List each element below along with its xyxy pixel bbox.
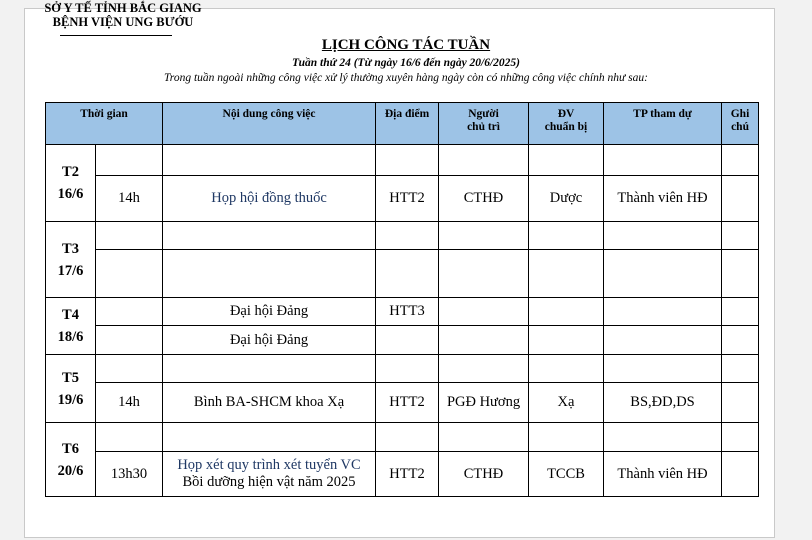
- day-cell: [46, 298, 96, 355]
- time-cell: 13h30: [96, 452, 163, 497]
- organization-header: [30, 1, 216, 29]
- notes-cell: [722, 222, 759, 250]
- content-line: Họp xét quy trình xét tuyển VC: [177, 457, 361, 473]
- chair-cell: [439, 423, 529, 452]
- location-cell: [376, 222, 439, 250]
- attendees-cell: BS,ĐD,DS: [604, 383, 722, 423]
- day-label: T2: [62, 164, 79, 180]
- table-row: [46, 383, 759, 423]
- attendees-cell: [604, 250, 722, 298]
- chair-cell: CTHĐ: [439, 452, 529, 497]
- header-notes-line1: Ghi: [730, 108, 750, 120]
- location-cell: HTT2: [376, 176, 439, 222]
- table-row: [46, 145, 759, 176]
- table-row: [46, 423, 759, 452]
- location-cell: [376, 355, 439, 383]
- header-time: Thời gian: [46, 103, 163, 145]
- day-label: T6: [62, 440, 79, 457]
- content-cell: Đại hội Đảng: [163, 326, 376, 355]
- notes-cell: [722, 326, 759, 355]
- location-cell: HTT2: [376, 383, 439, 423]
- page-title: LỊCH CÔNG TÁC TUẦN: [321, 37, 491, 53]
- attendees-cell: [604, 222, 722, 250]
- header-prep-unit: [529, 103, 604, 145]
- day-date: 18/6: [57, 329, 84, 345]
- day-cell: [46, 355, 96, 423]
- intro-note: Trong tuần ngoài những công việc xử lý thường xuyên hàng ngày còn có những công việc chính như sau:: [164, 72, 648, 84]
- time-cell: [96, 250, 163, 298]
- header-location: Địa điểm: [376, 103, 439, 145]
- content-cell: [163, 250, 376, 298]
- prep-cell: Xạ: [529, 383, 604, 423]
- day-cell: [46, 222, 96, 298]
- attendees-cell: [604, 355, 722, 383]
- attendees-cell: [604, 326, 722, 355]
- attendees-cell: Thành viên HĐ: [604, 452, 722, 497]
- day-label: T3: [62, 240, 79, 257]
- prep-cell: [529, 298, 604, 326]
- header-prep-line1: ĐV: [557, 108, 575, 120]
- org-department: SỞ Y TẾ TỈNH BẮC GIANG: [44, 1, 202, 15]
- attendees-cell: [604, 423, 722, 452]
- chair-cell: [439, 145, 529, 176]
- location-cell: [376, 145, 439, 176]
- prep-cell: [529, 355, 604, 383]
- notes-cell: [722, 298, 759, 326]
- prep-cell: [529, 326, 604, 355]
- table-row: [46, 326, 759, 355]
- chair-cell: CTHĐ: [439, 176, 529, 222]
- prep-cell: [529, 222, 604, 250]
- prep-cell: Dược: [529, 176, 604, 222]
- prep-cell: [529, 145, 604, 176]
- table-row: [46, 176, 759, 222]
- content-line: Bồi dưỡng hiện vật năm 2025: [182, 474, 356, 490]
- time-cell: [96, 145, 163, 176]
- day-label: T4: [62, 307, 79, 323]
- prep-cell: [529, 423, 604, 452]
- chair-cell: [439, 298, 529, 326]
- location-cell: HTT2: [376, 452, 439, 497]
- header-chair: [439, 103, 529, 145]
- notes-cell: [722, 423, 759, 452]
- table-row: [46, 222, 759, 250]
- time-cell: 14h: [96, 383, 163, 423]
- table-row: [46, 355, 759, 383]
- header-content: Nội dung công việc: [163, 103, 376, 145]
- notes-cell: [722, 176, 759, 222]
- notes-cell: [722, 383, 759, 423]
- header-attendees: TP tham dự: [604, 103, 722, 145]
- time-cell: [96, 326, 163, 355]
- day-cell: [46, 423, 96, 497]
- content-cell: Họp hội đồng thuốc: [163, 176, 376, 222]
- day-date: 19/6: [57, 391, 84, 408]
- header-prep-line2: chuẩn bị: [544, 121, 588, 133]
- prep-cell: [529, 250, 604, 298]
- content-cell: [163, 423, 376, 452]
- notes-cell: [722, 452, 759, 497]
- header-notes-line2: chú: [731, 121, 749, 133]
- schedule-table: [45, 102, 759, 497]
- table-row: [46, 452, 759, 497]
- day-date: 16/6: [57, 186, 84, 202]
- location-cell: [376, 250, 439, 298]
- content-cell: [163, 452, 376, 497]
- notes-cell: [722, 355, 759, 383]
- content-cell: Đại hội Đảng: [163, 298, 376, 326]
- content-cell: Bình BA-SHCM khoa Xạ: [163, 383, 376, 423]
- chair-cell: PGĐ Hương: [439, 383, 529, 423]
- org-underline: [60, 35, 172, 36]
- chair-cell: [439, 250, 529, 298]
- time-cell: [96, 355, 163, 383]
- notes-cell: [722, 250, 759, 298]
- header-chair-line1: Người: [468, 108, 499, 120]
- time-cell: [96, 222, 163, 250]
- prep-cell: TCCB: [529, 452, 604, 497]
- table-row: [46, 250, 759, 298]
- location-cell: [376, 423, 439, 452]
- time-cell: [96, 423, 163, 452]
- notes-cell: [722, 145, 759, 176]
- attendees-cell: [604, 298, 722, 326]
- day-cell: [46, 145, 96, 222]
- header-chair-line2: chủ trì: [467, 121, 500, 133]
- chair-cell: [439, 222, 529, 250]
- org-hospital: BỆNH VIỆN UNG BƯỚU: [52, 15, 194, 29]
- location-cell: [376, 326, 439, 355]
- attendees-cell: Thành viên HĐ: [604, 176, 722, 222]
- time-cell: [96, 298, 163, 326]
- week-range: Tuần thứ 24 (Từ ngày 16/6 đến ngày 20/6/2025): [291, 57, 521, 69]
- attendees-cell: [604, 145, 722, 176]
- content-cell: [163, 145, 376, 176]
- day-date: 20/6: [57, 462, 84, 479]
- time-cell: 14h: [96, 176, 163, 222]
- chair-cell: [439, 355, 529, 383]
- day-label: T5: [62, 369, 79, 386]
- table-header-row: [46, 103, 759, 145]
- chair-cell: [439, 326, 529, 355]
- table-row: [46, 298, 759, 326]
- content-cell: [163, 355, 376, 383]
- content-cell: [163, 222, 376, 250]
- location-cell: HTT3: [376, 298, 439, 326]
- header-notes: [722, 103, 759, 145]
- day-date: 17/6: [57, 262, 84, 279]
